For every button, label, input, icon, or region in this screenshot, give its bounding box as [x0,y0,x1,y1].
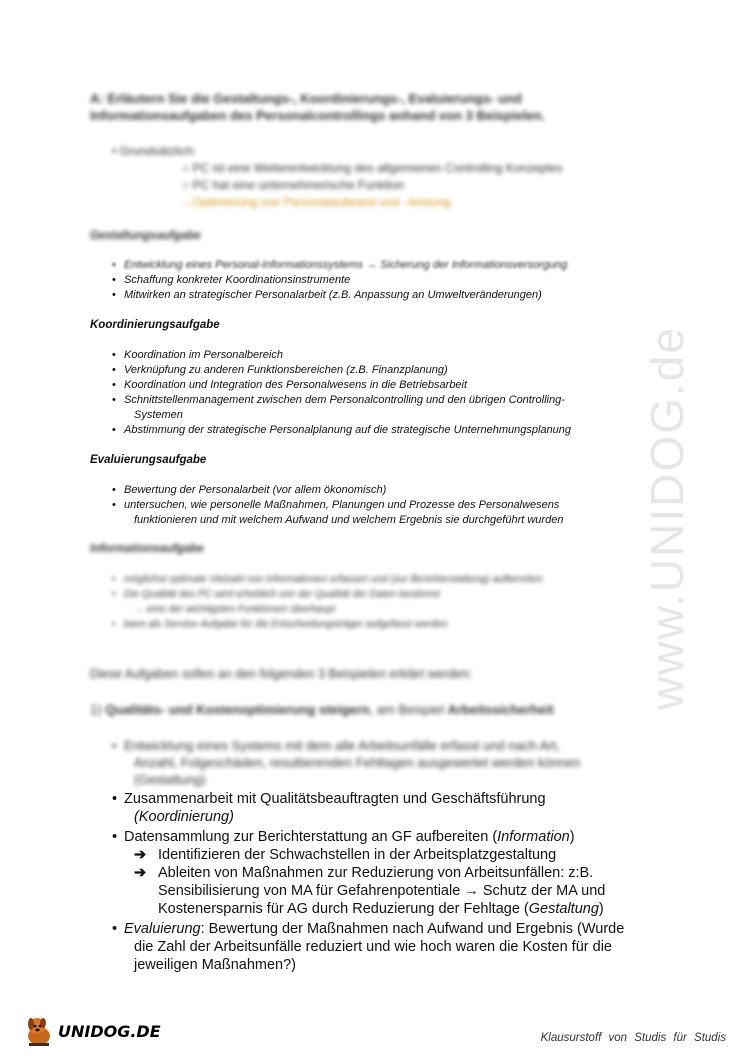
grundsaetzlich-label: Grundsätzlich: [119,144,197,158]
datensammlung-text: Datensammlung zur Berichterstattung an GF aufbereiten ( [124,829,498,845]
list-item: • Entwicklung eines Systems mit dem alle Arbeitsunfälle erfasst und nach Art, [112,737,662,754]
sub-item-2-line-3-text: Kostenersparnis für AG durch Reduzierung der Fehltage ( [158,901,529,917]
list-information [112,572,672,632]
evaluierung-text-2: die Zahl der Arbeitsunfälle reduziert und wie hoch waren die Kosten für die [134,939,612,955]
zusammenarbeit-text: Zusammenarbeit mit Qualitätsbeauftragten und Geschäftsführung [124,791,546,807]
heading-koordinierung: Koordinierungsaufgabe [90,319,220,331]
footer-tagline: Klausurstoff von Studis für Studis [540,1032,726,1044]
list-item-zusammenarbeit [112,790,662,808]
list-item: • Koordination und Integration des Personalwesens in die Betriebsarbeit [112,378,672,393]
datensammlung-close: ) [569,829,575,845]
evaluierung-text-1: : Bewertung der Maßnahmen nach Aufwand und Ergebnis (Wurde [200,921,625,937]
list-koordinierung [112,348,672,438]
arrow-right-icon: ➔ [134,865,147,881]
intro-text: Diese Aufgaben sollen an den folgenden 3 Beispielen erklärt werden: [90,667,473,681]
list-item: • Schnittstellenmanagement zwischen dem Personalcontrolling und den übrigen Controlling- [112,393,672,408]
list-item-continuation: Anzahl, Folgeschäden, resultierenden Fehltagen ausgewertet werden können [134,755,581,770]
evaluierung-text-3: jeweiligen Maßnahmen?) [134,957,296,973]
list-item-continuation: Systemen [134,409,183,421]
sub-item-2-close: ) [598,901,604,917]
list-item: • Mitwirken an strategischer Personalarbeit (z.B. Anpassung an Umweltveränderungen) [112,288,672,303]
blurred-list [112,737,662,788]
list-item: • möglichst optimale Vielzahl von Informationen erfassen und (zur Berichterstattung) aufbereiten [112,572,672,587]
question-title: A: Erläutern Sie die Gestaltungs-, Koordinierungs-, Evaluierungs- und Informationsaufgaben des Personalcontrollings anhand von 3 Beispielen. [90,91,546,123]
koordinierung-tag: (Koordinierung) [134,809,234,825]
heading-evaluierung: Evaluierungsaufgabe [90,454,207,466]
information-tag: Information [497,829,570,845]
list-item: • Die Qualität des PC wird erheblich von der Qualität der Daten bestimmt [112,587,672,602]
dog-icon [22,1014,56,1048]
list-item: • untersuchen, wie personelle Maßnahmen, Planungen und Prozesse des Personalwesens [112,498,672,513]
gestaltung-tag: Gestaltung [528,901,599,917]
list-item-evaluierung [112,920,662,938]
list-item: • Bewertung der Personalarbeit (vor allem ökonomisch) [112,483,672,498]
sub-item-massnahmen [112,864,662,882]
evaluierung-tag: Evaluierung [124,921,201,937]
heading-gestaltung: Gestaltungsaufgabe [90,230,201,242]
list-item-continuation: (Gestaltung) [134,772,206,787]
sub-item-2-text: Ableiten von Maßnahmen zur Reduzierung von Arbeitsunfällen: z:B. [158,865,594,881]
beispiel-middle: , am Beispiel [369,702,448,717]
list-evaluierung [112,483,672,528]
beispiel-1-heading [90,702,554,717]
grund-highlight: →Optimierung von Personalaufwand und –leistung [180,195,451,209]
list-item: • Abstimmung der strategische Personalplanung auf die strategische Unternehmungsplanung [112,423,672,438]
beispiel-number: 1) [90,702,102,717]
list-item: • kann als Service-Aufgabe für die Entscheidungsträger aufgefasst werden [112,617,672,632]
list-item: • Verknüpfung zu anderen Funktionsbereichen (z.B. Finanzplanung) [112,363,672,378]
list-item: • Koordination im Personalbereich [112,348,672,363]
grund-item-1: PC ist eine Weiterentwicklung des allgemeinen Controlling Konzeptes [192,161,563,175]
grund-item-2: PC hat eine unternehmerische Funktion [192,178,405,192]
list-item-datensammlung [112,828,662,846]
sub-item-2-line-2: Sensibilisierung von MA für Gefahrenpotentiale → Schutz der MA und [158,883,606,899]
logo-text: UNIDOG.DE [58,1021,161,1041]
list-item-continuation: funktionieren und mit welchem Aufwand und welchem Ergebnis sie durchgeführt wurden [134,514,564,526]
list-item-continuation: → eine der wichtigsten Funktionen überhaupt [134,604,336,615]
sub-item-schwachstellen [112,846,662,864]
beispiel-topic: Arbeitssicherheit [447,702,554,717]
clear-list [112,790,662,974]
arrow-right-icon: ➔ [134,847,147,863]
sub-item-1-text: Identifizieren der Schwachstellen in der Arbeitsplatzgestaltung [158,847,557,863]
beispiel-title: Qualitäts- und Kostenoptimierung steigern [105,702,370,717]
list-item: • Schaffung konkreter Koordinationsinstrumente [112,273,672,288]
list-gestaltung [112,258,672,303]
sub-item-2-line-3 [112,900,662,918]
grundsaetzlich-block: • Grundsätzlich: ○ PC ist eine Weiterentwicklung des allgemeinen Controlling Konzeptes ○ PC hat eine unternehmerische Funktion →Optimierung von Personalaufwand und –leistung [112,143,672,211]
unidog-logo[interactable] [22,1014,161,1048]
list-item: • Entwicklung eines Personal-Informationssystems → Sicherung der Informationsversorgung [112,258,672,273]
heading-information: Informationsaufgabe [90,543,204,555]
watermark: www.UNIDOG.de [641,326,693,710]
